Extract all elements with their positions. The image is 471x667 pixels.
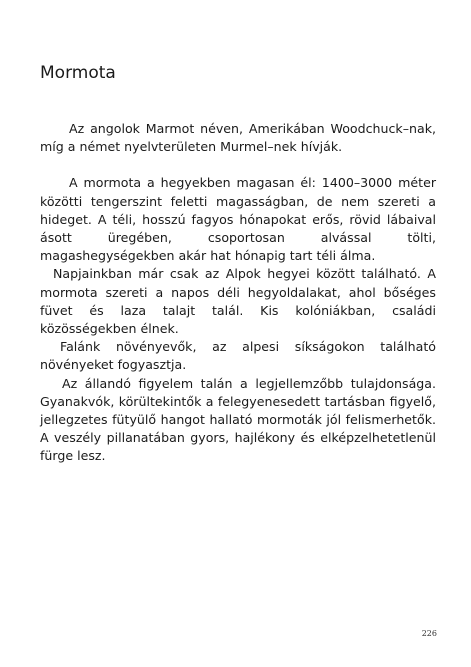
paragraph-5: Az állandó figyelem talán a legjellemzőbb tulajdonsága. Gyanakvók, körültekintők a felegyenesedett tartásban figyelő, jellegzetes fütyülő hangot hallató mormoták jól felismerhetők. A veszély pillanatában gyors, hajlékony és elképzelhetetlenül fürge lesz. [40, 375, 436, 464]
page-title: Mormota [40, 63, 116, 83]
paragraph-2: A mormota a hegyekben magasan él: 1400–3000 méter közötti tengerszint feletti magasságban, de nem szereti a hideget. A téli, hosszú fagyos hónapokat erős, rövid lábaival ásott üregében, csoportosan alvással tölti, magashegységekben akár hat hónapig tart téli álma. [40, 175, 436, 264]
paragraph-3: Napjainkban már csak az Alpok hegyei között található. A mormota szereti a napos déli hegyoldalakat, ahol bőséges füvet és laza talajt talál. Kis kolóniákban, családi közösségekben élnek. [40, 266, 436, 337]
body-text [40, 120, 436, 466]
paragraph-1: Az angolok Marmot néven, Amerikában Woodchuck–nak, míg a német nyelvterületen Murmel–nek hívják. [40, 121, 436, 155]
page-number: 226 [421, 629, 437, 638]
paragraph-4: Falánk növényevők, az alpesi síkságokon található növényeket fogyasztja. [40, 339, 436, 373]
